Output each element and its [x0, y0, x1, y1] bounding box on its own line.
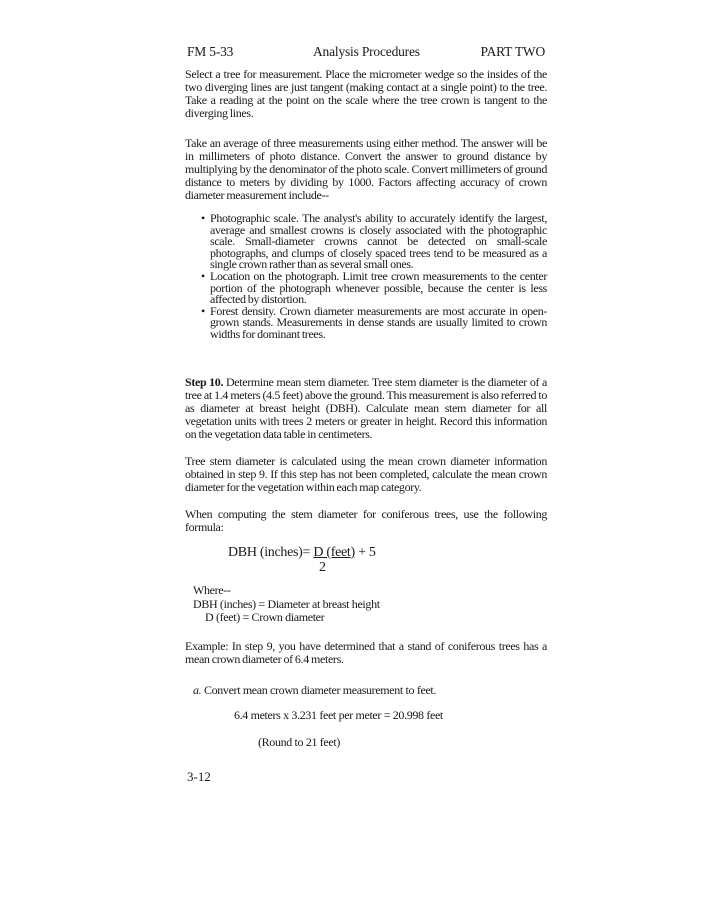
list-item: [201, 268, 547, 307]
formula-rhs: + 5: [354, 545, 376, 560]
paragraph-step-10: [185, 376, 547, 441]
step-10-label: Step 10.: [185, 375, 224, 389]
bullet-icon: •: [201, 268, 205, 283]
paragraph-coniferous-formula-intro: When computing the stem diameter for coniferous trees, use the following formula:: [185, 507, 547, 534]
page-number: 3-12: [187, 769, 211, 784]
paragraph-example: Example: In step 9, you have determined that a stand of coniferous trees has a mean crown diameter of 6.4 meters.: [185, 639, 547, 666]
step-10-text: Determine mean stem diameter. Tree stem diameter is the diameter of a tree at 1.4 meters (4.5 feet) above the ground. This measurement is also referred to as diameter at breast height (DBH). Calculate mean stem diameter for all vegetation units with trees 2 meters or greater in height. Record this information on the vegetation data table in centimeters.: [185, 375, 547, 441]
formula-definitions: [193, 584, 380, 625]
example-step-a: [193, 683, 436, 698]
paragraph-average-measurements: Take an average of three measurements using either method. The answer will be in millimeters of photo distance. Convert the answer to ground distance by multiplying by the denominator of the photo scale. Convert millimeters of ground distance to meters by dividing by 1000. Factors affecting accuracy of crown diameter measurement include--: [185, 136, 547, 202]
running-header: [187, 44, 545, 62]
bullet-icon: •: [201, 303, 205, 318]
definition-crown-diameter: D (feet) = Crown diameter: [205, 610, 325, 624]
dbh-formula: [228, 545, 376, 561]
formula-lhs: DBH (inches)=: [228, 545, 314, 560]
list-item-text: Location on the photograph. Limit tree crown measurements to the center portion of the photograph whenever possible, because the center is less affected by distortion.: [210, 268, 547, 307]
header-part: PART TWO: [480, 44, 545, 59]
rounding-note: (Round to 21 feet): [258, 735, 341, 749]
list-item-text: Photographic scale. The analyst's ability to accurately identify the largest, average and smallest crowns is closely associated with the photographic scale. Small-diameter crowns cannot be detected on small-scale photographs, and clumps of closely spaced trees tend to be measured as a single crown rather than as several small ones.: [210, 211, 547, 272]
step-a-text: Convert mean crown diameter measurement to feet.: [201, 683, 437, 697]
header-section-title: Analysis Procedures: [313, 44, 420, 59]
paragraph-select-tree: Select a tree for measurement. Place the micrometer wedge so the insides of the two diverging lines are just tangent (making contact at a single point) to the tree. Take a reading at the point on the scale where the tree crown is tangent to the diverging lines.: [185, 67, 547, 120]
definition-dbh: DBH (inches) = Diameter at breast height: [193, 596, 380, 611]
conversion-calculation: 6.4 meters x 3.231 feet per meter = 20.998 feet: [234, 708, 443, 722]
header-manual-number: FM 5-33: [187, 44, 234, 59]
step-a-label: a.: [193, 683, 202, 697]
accuracy-factors-list: [202, 213, 547, 341]
list-item-text: Forest density. Crown diameter measurements are most accurate in open-grown stands. Measurements in dense stands are usually limited to crown widths for dominant trees.: [210, 303, 547, 341]
where-title: Where--: [193, 583, 231, 597]
paragraph-stem-diameter: Tree stem diameter is calculated using the mean crown diameter information obtained in step 9. If this step has not been completed, calculate the mean crown diameter for the vegetation within each map category.: [185, 454, 547, 494]
formula-numerator: D (feet): [313, 545, 355, 560]
formula-denominator: 2: [319, 560, 326, 575]
bullet-icon: •: [201, 211, 205, 225]
list-item: [201, 303, 547, 341]
list-item: [202, 213, 547, 271]
